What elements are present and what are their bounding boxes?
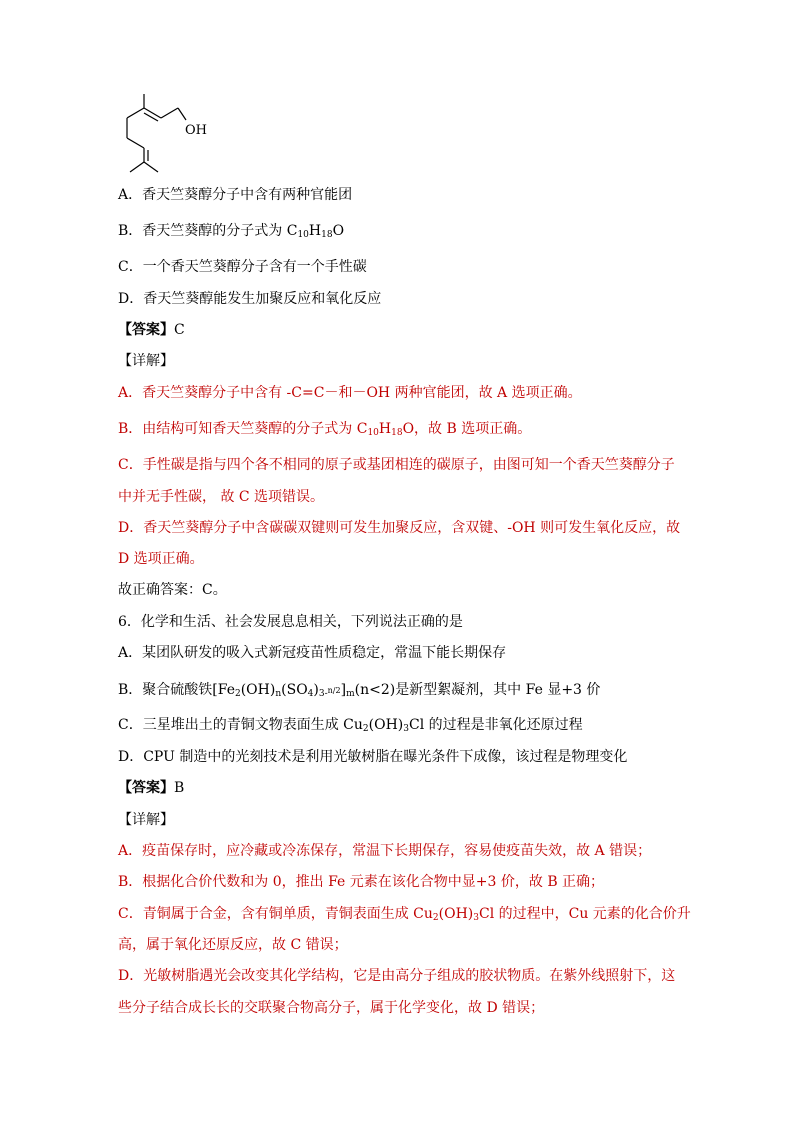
q5-option-c: C．一个香天竺葵醇分子含有一个手性碳 bbox=[118, 259, 367, 275]
bond bbox=[144, 108, 161, 118]
q6-detail-label: 【详解】 bbox=[118, 812, 174, 828]
q5-option-d: D．香天竺葵醇能发生加聚反应和氧化反应 bbox=[118, 291, 382, 307]
q6-option-c: C．三星堆出土的青铜文物表面生成 $Cu_2(OH)_3Cl$ 的过程是非氧化还原过程 bbox=[118, 717, 583, 734]
q5-detail-d2: D 选项正确。 bbox=[118, 551, 204, 567]
q6-option-d: D．CPU 制造中的光刻技术是利用光敏树脂在曝光条件下成像，该过程是物理变化 bbox=[118, 749, 628, 765]
bond bbox=[130, 162, 144, 172]
q5-detail-label: 【详解】 bbox=[118, 353, 174, 369]
q5-option-b: B．香天竺葵醇的分子式为 $C_{10}H_{18}O$ bbox=[118, 223, 345, 240]
q5-detail-d1: D．香天竺葵醇分子中含碳碳双键则可发生加聚反应，含双键、-OH 则可发生氧化反应，故 bbox=[118, 520, 681, 536]
q6-answer: 【答案】B bbox=[118, 780, 185, 796]
bond bbox=[144, 162, 158, 172]
q6-option-a: A．某团队研发的吸入式新冠疫苗性质稳定，常温下能长期保存 bbox=[118, 645, 507, 661]
q5-option-a: A．香天竺葵醇分子中含有两种官能团 bbox=[118, 187, 353, 203]
q6-stem: 6．化学和生活、社会发展息息相关，下列说法正确的是 bbox=[118, 614, 463, 630]
q6-option-b: B．聚合硫酸铁$[Fe_2(OH)_n(SO_4)_{3-}n/2]_m(n<2)$是新型絮凝剂，其中 Fe 显+3 价 bbox=[118, 682, 601, 699]
oh-label: OH bbox=[185, 123, 207, 138]
q5-conclusion: 故正确答案：C。 bbox=[118, 582, 227, 598]
q5-answer: 【答案】C bbox=[118, 322, 185, 338]
q5-detail-c2: 中并无手性碳， 故 C 选项错误。 bbox=[118, 489, 325, 505]
bond bbox=[161, 108, 178, 118]
q5-detail-b: B．由结构可知香天竺葵醇的分子式为 $C_{10}H_{18}O$，故 B 选项正确。 bbox=[118, 421, 532, 438]
bond bbox=[127, 108, 144, 118]
q6-detail-d2: 些分子结合成长长的交联聚合物高分子，属于化学变化，故 D 错误； bbox=[118, 1000, 545, 1016]
q5-detail-c1: C．手性碳是指与四个各不相同的原子或基团相连的碳原子，由图可知一个香天竺葵醇分子 bbox=[118, 457, 675, 473]
q6-detail-c2: 高，属于氧化还原反应，故 C 错误； bbox=[118, 937, 348, 953]
q5-detail-a: A．香天竺葵醇分子中含有 -C=C－和－OH 两种官能团，故 A 选项正确。 bbox=[118, 385, 582, 401]
q6-detail-d1: D．光敏树脂遇光会改变其化学结构，它是由高分子组成的胶状物质。在紫外线照射下，这 bbox=[118, 968, 676, 984]
bond bbox=[127, 138, 144, 148]
double-bond-inner bbox=[144, 113, 158, 121]
q6-detail-a: A．疫苗保存时，应冷藏或冷冻保存，常温下长期保存，容易使疫苗失效，故 A 错误； bbox=[118, 843, 652, 859]
q6-detail-b: B．根据化合价代数和为 0，推出 Fe 元素在该化合物中显+3 价，故 B 正确； bbox=[118, 874, 605, 890]
bond bbox=[178, 108, 186, 120]
q6-detail-c1: C．青铜属于合金，含有铜单质，青铜表面生成 $Cu_2(OH)_3Cl$ 的过程中，Cu 元素的化合价升 bbox=[118, 906, 691, 923]
geraniol-structure-diagram bbox=[118, 94, 228, 194]
